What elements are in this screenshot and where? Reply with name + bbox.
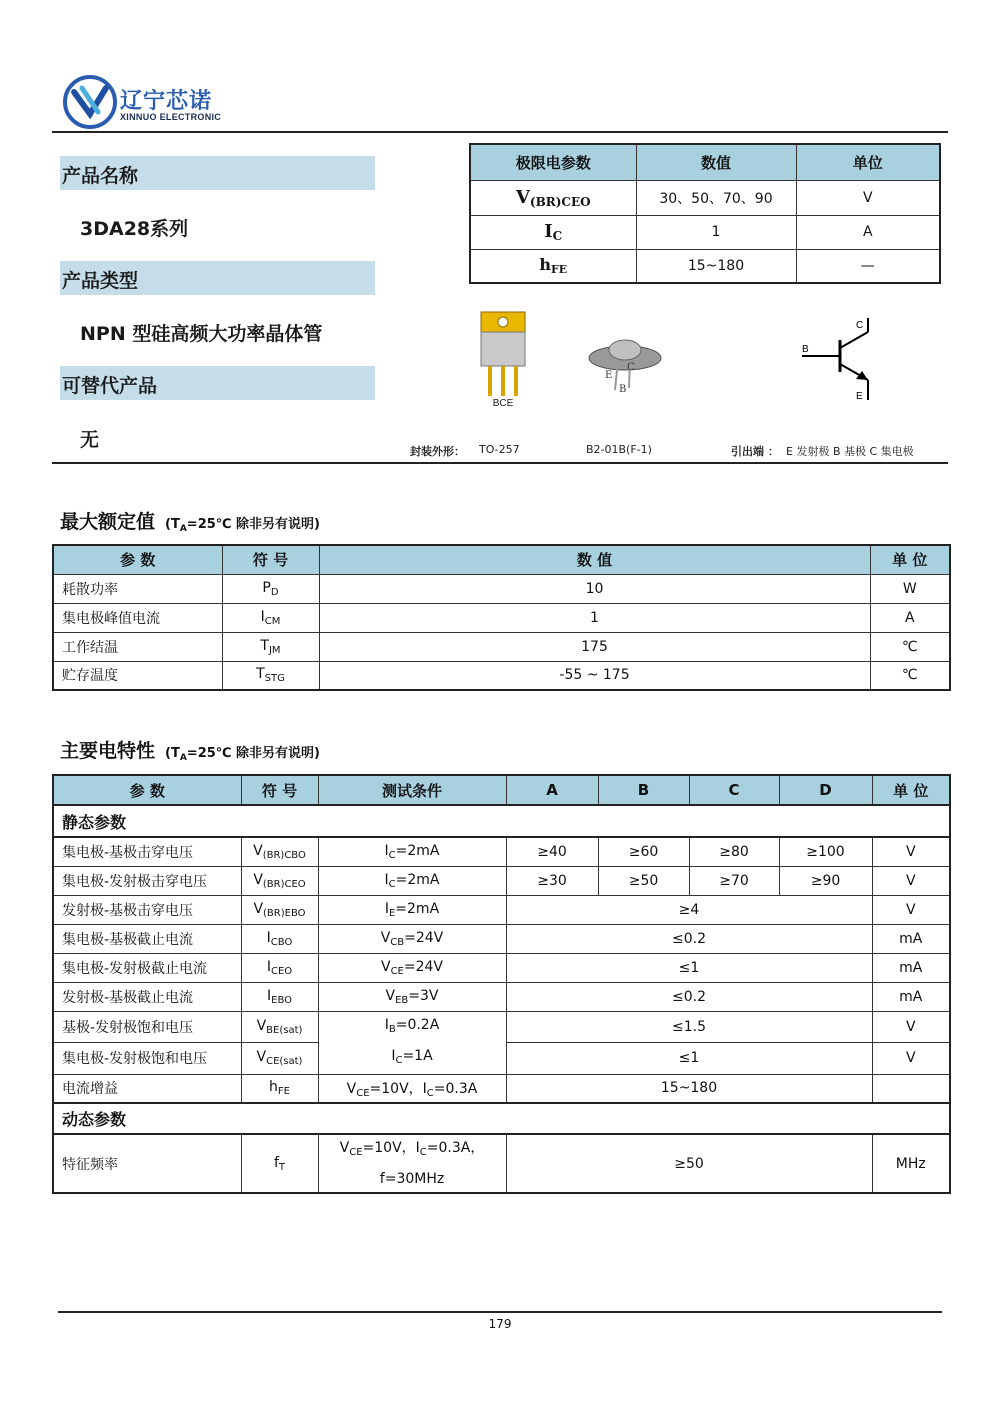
- product-type-value: NPN 型硅高频大功率晶体管: [80, 323, 323, 345]
- char-symbol: $V_{(BR)CBO}$: [241, 837, 318, 866]
- char-condition: $V_{EB}=3V$: [318, 982, 506, 1011]
- characteristics-title: 主要电特性 ($T_A=25℃$ 除非另有说明): [60, 740, 320, 763]
- limit-param-vbrceo: $V_{(BR)CEO}$: [470, 180, 636, 215]
- table-row: [470, 215, 940, 249]
- max-param: 工作结温: [53, 632, 222, 661]
- char-condition: $V_{CE}=24V$: [318, 953, 506, 982]
- dynamic-params-label: 动态参数: [53, 1103, 950, 1134]
- limit-unit: A: [796, 215, 940, 249]
- max-unit: W: [870, 574, 950, 603]
- limit-header-value: 数值: [636, 144, 796, 180]
- char-unit: V: [872, 1043, 950, 1075]
- table-row: [53, 1134, 950, 1193]
- char-param: 集电极-发射极击穿电压: [53, 866, 241, 895]
- char-value: ≤1: [506, 1043, 872, 1075]
- max-ratings-title: 最大额定值 ($T_A=25℃$ 除非另有说明): [60, 511, 320, 534]
- symbol-label-e: E: [856, 391, 863, 402]
- char-header-symbol: 符 号: [241, 775, 318, 805]
- max-unit: ℃: [870, 632, 950, 661]
- char-condition: $I_E=2mA$: [318, 895, 506, 924]
- char-header-b: B: [598, 775, 689, 805]
- limit-value: 30、50、70、90: [636, 180, 796, 215]
- max-param: 耗散功率: [53, 574, 222, 603]
- char-unit: MHz: [872, 1134, 950, 1193]
- package-caption-label: 封装外形：: [410, 445, 465, 458]
- max-value: 10: [319, 574, 870, 603]
- b2-package-icon: [585, 320, 665, 400]
- char-param: 集电极-发射极截止电流: [53, 953, 241, 982]
- char-value: 15~180: [506, 1074, 872, 1103]
- characteristics-table: [52, 774, 951, 1194]
- char-condition: $I_C=2mA$: [318, 866, 506, 895]
- char-value-b: ≥50: [598, 866, 689, 895]
- table-row: [53, 574, 950, 603]
- char-value: ≥4: [506, 895, 872, 924]
- pinout-label: 引出端 ：: [731, 445, 779, 458]
- char-value-d: ≥100: [779, 837, 872, 866]
- char-header-unit: 单 位: [872, 775, 950, 805]
- table-row: [53, 866, 950, 895]
- char-value-c: ≥80: [689, 837, 779, 866]
- b2-pin-b: B: [619, 384, 627, 395]
- max-symbol: $T_{STG}$: [222, 661, 319, 690]
- char-value-a: ≥30: [506, 866, 598, 895]
- table-row: [53, 953, 950, 982]
- product-name-label: 产品名称: [62, 165, 139, 187]
- char-symbol: $I_{CBO}$: [241, 924, 318, 953]
- char-header-a: A: [506, 775, 598, 805]
- to257-package-icon: [473, 310, 533, 410]
- to257-pins-label: BCE: [492, 398, 514, 409]
- char-value: ≤0.2: [506, 982, 872, 1011]
- max-symbol: $P_D$: [222, 574, 319, 603]
- table-row: [470, 180, 940, 215]
- char-value-c: ≥70: [689, 866, 779, 895]
- pinout-text: E 发射极 B 基极 C 集电极: [786, 445, 914, 458]
- limit-parameters-table: [469, 143, 941, 284]
- symbol-label-c: C: [856, 320, 864, 331]
- footer-rule: [58, 1311, 942, 1313]
- max-value: 175: [319, 632, 870, 661]
- char-condition: $V_{CE}=10V$，$I_C=0.3A$， f=30MHz: [318, 1134, 506, 1193]
- char-unit: V: [872, 837, 950, 866]
- header-rule: [52, 131, 948, 133]
- max-header-unit: 单 位: [870, 545, 950, 574]
- table-row: [53, 982, 950, 1011]
- char-unit: [872, 1074, 950, 1103]
- char-condition: $V_{CB}=24V$: [318, 924, 506, 953]
- char-symbol: $V_{(BR)EBO}$: [241, 895, 318, 924]
- section-rule: [52, 462, 948, 464]
- table-row: [53, 895, 950, 924]
- table-row: [470, 249, 940, 283]
- char-param: 特征频率: [53, 1134, 241, 1193]
- limit-header-param: 极限电参数: [470, 144, 636, 180]
- static-params-label: 静态参数: [53, 805, 950, 837]
- table-row: [53, 837, 950, 866]
- product-type-band: [60, 261, 375, 295]
- b2-pin-e: E: [605, 370, 613, 381]
- npn-transistor-symbol-icon: [796, 316, 886, 406]
- max-unit: ℃: [870, 661, 950, 690]
- logo-english-name: XINNUO ELECTRONIC: [120, 112, 222, 122]
- alternative-value: 无: [80, 429, 100, 451]
- logo-chinese-name: 辽宁芯诺: [120, 89, 213, 114]
- char-header-c: C: [689, 775, 779, 805]
- char-symbol: $f_T$: [241, 1134, 318, 1193]
- char-symbol: $I_{CEO}$: [241, 953, 318, 982]
- char-value-a: ≥40: [506, 837, 598, 866]
- char-unit: V: [872, 866, 950, 895]
- max-header-param: 参 数: [53, 545, 222, 574]
- char-value: ≤1: [506, 953, 872, 982]
- limit-header-unit: 单位: [796, 144, 940, 180]
- limit-param-hfe: $h_{FE}$: [470, 249, 636, 283]
- table-row: [53, 1011, 950, 1043]
- product-name-value: 3DA28系列: [80, 218, 189, 240]
- char-symbol: $V_{BE(sat)}$: [241, 1011, 318, 1043]
- max-symbol: $I_{CM}$: [222, 603, 319, 632]
- char-value: ≤1.5: [506, 1011, 872, 1043]
- limit-unit: —: [796, 249, 940, 283]
- limit-value: 1: [636, 215, 796, 249]
- char-param: 集电极-基极击穿电压: [53, 837, 241, 866]
- b2-pin-c: C: [627, 362, 635, 373]
- limit-unit: V: [796, 180, 940, 215]
- alternative-label: 可替代产品: [62, 375, 158, 397]
- char-param: 集电极-发射极饱和电压: [53, 1043, 241, 1075]
- char-param: 发射极-基极截止电流: [53, 982, 241, 1011]
- char-value-d: ≥90: [779, 866, 872, 895]
- package-caption-b2: B2-01B(F-1): [586, 443, 652, 456]
- max-value: 1: [319, 603, 870, 632]
- max-header-value: 数 值: [319, 545, 870, 574]
- alternative-band: [60, 366, 375, 400]
- limit-value: 15~180: [636, 249, 796, 283]
- company-logo: [62, 74, 222, 130]
- char-symbol: $V_{CE(sat)}$: [241, 1043, 318, 1075]
- table-row: [53, 603, 950, 632]
- product-name-band: [60, 156, 375, 190]
- char-unit: mA: [872, 953, 950, 982]
- char-condition-merged: $I_B=0.2A$ $I_C=1A$: [318, 1011, 506, 1074]
- char-unit: mA: [872, 924, 950, 953]
- char-symbol: $I_{EBO}$: [241, 982, 318, 1011]
- max-param: 贮存温度: [53, 661, 222, 690]
- char-value: ≥50: [506, 1134, 872, 1193]
- char-param: 集电极-基极截止电流: [53, 924, 241, 953]
- char-condition: $I_C=2mA$: [318, 837, 506, 866]
- max-value: -55 ~ 175: [319, 661, 870, 690]
- char-param: 基极-发射极饱和电压: [53, 1011, 241, 1043]
- package-caption-to257: TO-257: [479, 443, 520, 456]
- table-row: [53, 1074, 950, 1103]
- char-symbol: $h_{FE}$: [241, 1074, 318, 1103]
- page-number: 179: [488, 1317, 512, 1331]
- char-value: ≤0.2: [506, 924, 872, 953]
- char-value-b: ≥60: [598, 837, 689, 866]
- char-param: 电流增益: [53, 1074, 241, 1103]
- max-unit: A: [870, 603, 950, 632]
- char-header-param: 参 数: [53, 775, 241, 805]
- char-param: 发射极-基极击穿电压: [53, 895, 241, 924]
- table-row: [53, 661, 950, 690]
- symbol-label-b: B: [802, 344, 809, 355]
- table-row: [53, 632, 950, 661]
- char-unit: V: [872, 895, 950, 924]
- char-condition: $V_{CE}=10V$，$I_C=0.3A$: [318, 1074, 506, 1103]
- char-header-d: D: [779, 775, 872, 805]
- max-ratings-table: [52, 544, 951, 691]
- char-symbol: $V_{(BR)CEO}$: [241, 866, 318, 895]
- char-unit: V: [872, 1011, 950, 1043]
- table-row: [53, 924, 950, 953]
- max-symbol: $T_{JM}$: [222, 632, 319, 661]
- max-header-symbol: 符 号: [222, 545, 319, 574]
- char-header-condition: 测试条件: [318, 775, 506, 805]
- logo-mark-icon: [62, 74, 118, 130]
- max-param: 集电极峰值电流: [53, 603, 222, 632]
- char-unit: mA: [872, 982, 950, 1011]
- limit-param-ic: $I_C$: [470, 215, 636, 249]
- product-type-label: 产品类型: [62, 270, 139, 292]
